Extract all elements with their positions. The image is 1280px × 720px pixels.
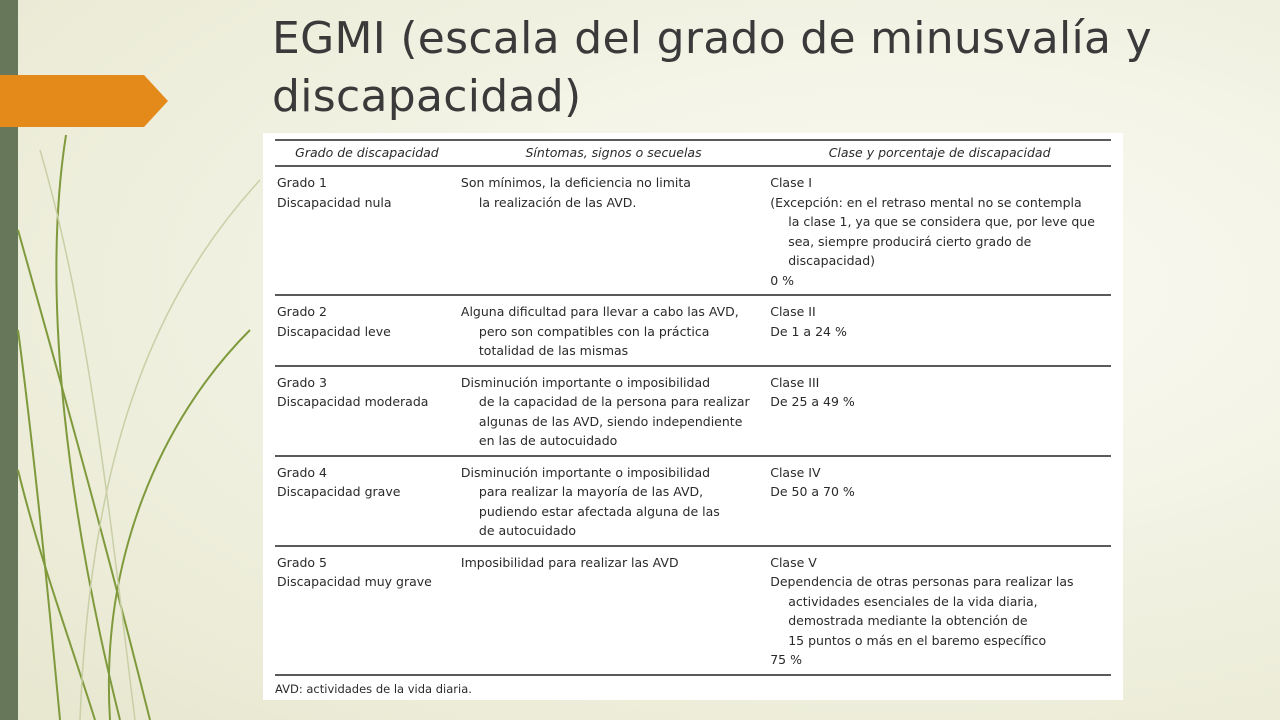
class-percentage: De 25 a 49 % — [770, 394, 855, 409]
symptoms-cell — [459, 295, 768, 366]
grade-cell — [275, 546, 459, 675]
class-line: discapacidad) — [788, 253, 876, 268]
header-grado: Grado de discapacidad — [275, 140, 459, 166]
class-percentage: 75 % — [770, 652, 802, 667]
grade-cell — [275, 456, 459, 546]
class-cell — [768, 546, 1111, 675]
class-name: Clase IV — [770, 464, 821, 480]
class-line: 15 puntos o más en el baremo específico — [788, 632, 1047, 648]
symptoms-line: la realización de las AVD. — [478, 194, 637, 210]
table-row — [275, 295, 1111, 366]
grade-label: Discapacidad leve — [277, 323, 391, 339]
symptoms-line: Disminución importante o imposibilidad — [460, 374, 711, 390]
header-sintomas: Síntomas, signos o secuelas — [459, 140, 768, 166]
class-cell — [768, 366, 1111, 456]
class-line: Dependencia de otras personas para realizar las — [770, 574, 1074, 589]
grade-number: Grado 2 — [277, 304, 327, 319]
grade-number: Grado 1 — [277, 175, 327, 190]
symptoms-line: Alguna dificultad para llevar a cabo las AVD, — [460, 304, 739, 319]
symptoms-line: pudiendo estar afectada alguna de las — [478, 503, 720, 519]
symptoms-cell — [459, 456, 768, 546]
class-name: Clase V — [770, 554, 817, 570]
class-cell — [768, 295, 1111, 366]
table-row — [275, 456, 1111, 546]
table-row — [275, 366, 1111, 456]
slide-title: EGMI (escala del grado de minusvalía y discapacidad) — [272, 13, 1152, 122]
class-percentage: 0 % — [770, 272, 795, 288]
title-arrow-icon — [0, 75, 168, 127]
symptoms-cell — [459, 546, 768, 675]
symptoms-cell — [459, 166, 768, 295]
class-line: (Excepción: en el retraso mental no se contempla — [770, 194, 1082, 210]
grade-cell — [275, 166, 459, 295]
class-cell — [768, 166, 1111, 295]
header-clase: Clase y porcentaje de discapacidad — [768, 140, 1111, 166]
disability-scale-table-image — [263, 133, 1123, 700]
disability-scale-table — [275, 139, 1111, 676]
class-name: Clase II — [770, 304, 816, 319]
class-cell — [768, 456, 1111, 546]
symptoms-line: Disminución importante o imposibilidad — [460, 464, 711, 480]
grade-cell — [275, 366, 459, 456]
grade-label: Discapacidad grave — [277, 484, 401, 499]
symptoms-line: pero son compatibles con la práctica — [478, 323, 710, 339]
symptoms-line: Imposibilidad para realizar las AVD — [460, 554, 679, 570]
table-row — [275, 166, 1111, 295]
symptoms-line: para realizar la mayoría de las AVD, — [478, 484, 704, 499]
grade-number: Grado 4 — [277, 464, 327, 480]
symptoms-cell — [459, 366, 768, 456]
symptoms-line: de autocuidado — [478, 523, 577, 538]
grade-number: Grado 5 — [277, 554, 327, 570]
class-percentage: De 50 a 70 % — [770, 484, 855, 499]
grade-label: Discapacidad nula — [277, 194, 392, 210]
grade-number: Grado 3 — [277, 374, 327, 390]
table-footnote: AVD: actividades de la vida diaria. — [275, 681, 472, 696]
symptoms-line: en las de autocuidado — [478, 433, 618, 448]
grade-label: Discapacidad moderada — [277, 394, 429, 409]
class-percentage: De 1 a 24 % — [770, 323, 847, 339]
class-name: Clase I — [770, 175, 812, 190]
table-row — [275, 546, 1111, 675]
class-line: sea, siempre producirá cierto grado de — [788, 233, 1032, 249]
class-name: Clase III — [770, 374, 820, 390]
class-line: demostrada mediante la obtención de — [788, 613, 1028, 628]
grade-label: Discapacidad muy grave — [277, 574, 432, 589]
symptoms-line: Son mínimos, la deficiencia no limita — [460, 175, 691, 190]
symptoms-line: algunas de las AVD, siendo independiente — [478, 413, 743, 429]
symptoms-line: totalidad de las mismas — [478, 343, 629, 358]
class-line: actividades esenciales de la vida diaria, — [788, 593, 1038, 609]
symptoms-line: de la capacidad de la persona para realizar — [478, 394, 750, 409]
class-line: la clase 1, ya que se considera que, por leve que — [788, 214, 1095, 229]
table-header-row — [275, 140, 1111, 166]
grade-cell — [275, 295, 459, 366]
